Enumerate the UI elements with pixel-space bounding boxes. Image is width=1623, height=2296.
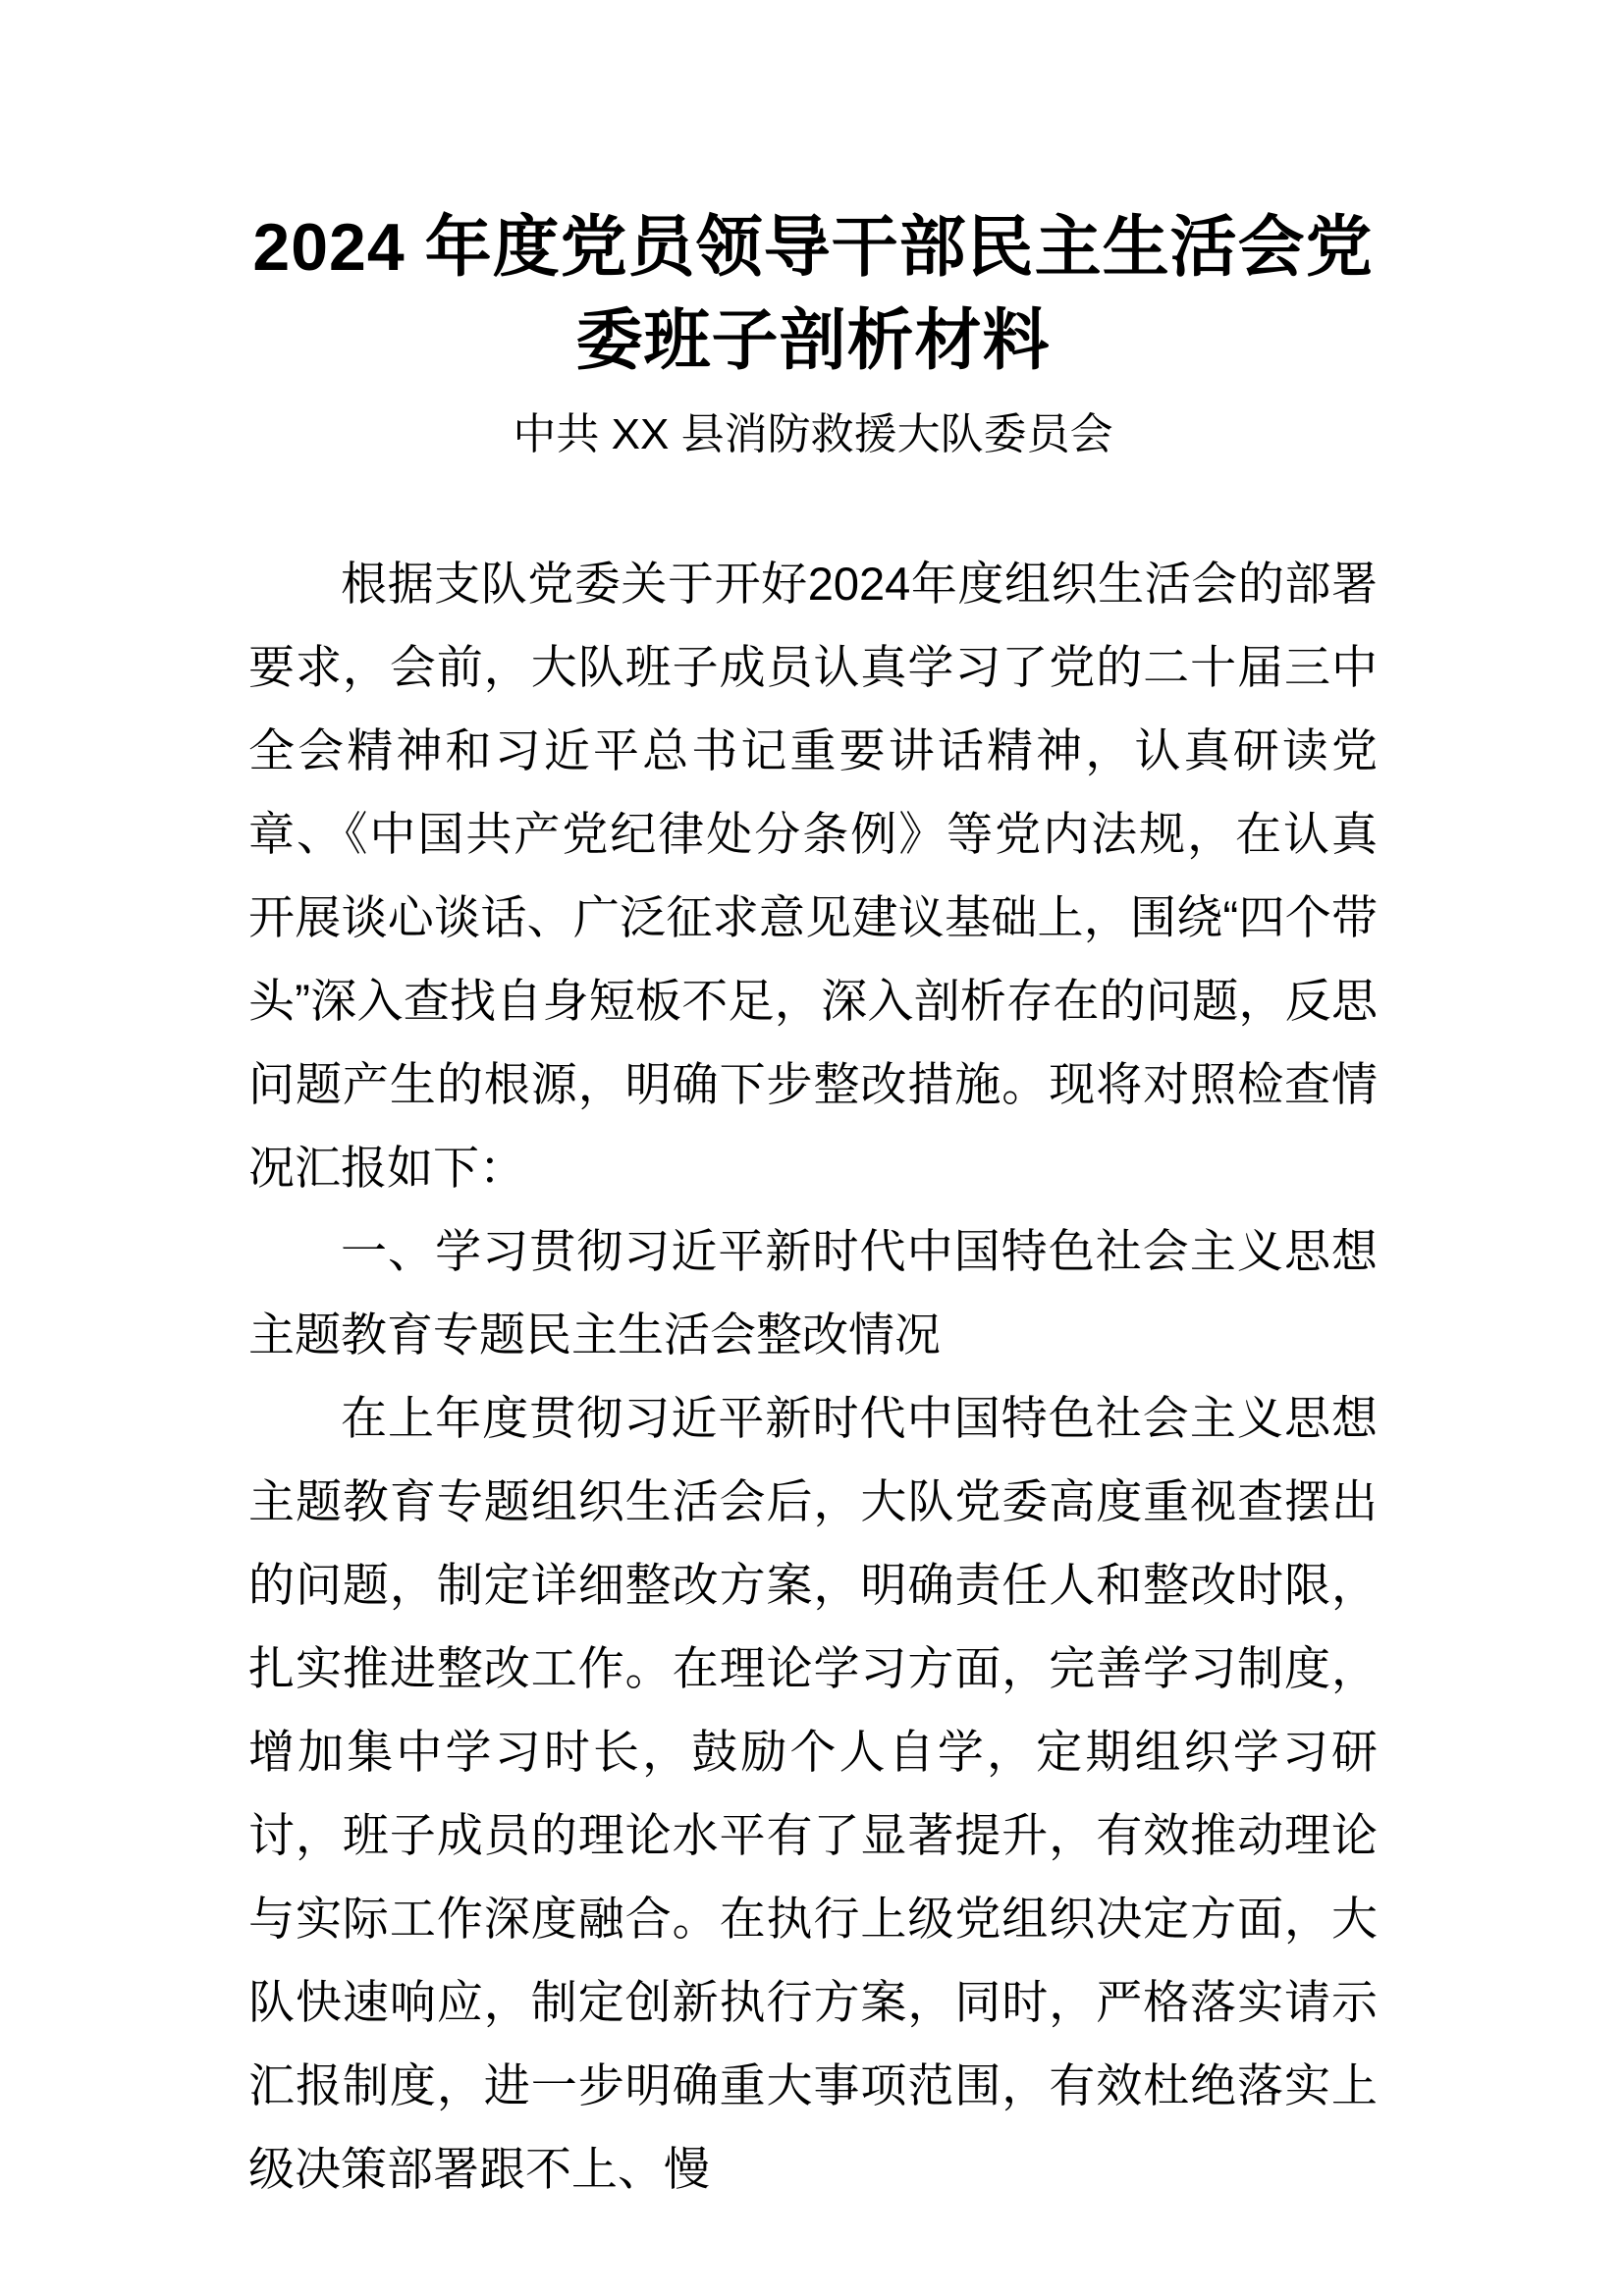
- section-heading-1: 一、学习贯彻习近平新时代中国特色社会主义思想主题教育专题民主生活会整改情况: [248, 1225, 1378, 1361]
- document-title: 2024 年度党员领导干部民主生活会党委班子剖析材料: [252, 210, 1374, 378]
- document-author: 中共 XX 县消防救援大队委员会: [513, 410, 1113, 458]
- document-body: [248, 542, 1378, 2211]
- paragraph-section-1: 在上年度贯彻习近平新时代中国特色社会主义思想主题教育专题组织生活会后，大队党委高度重视查摆出的问题，制定详细整改方案，明确责任人和整改时限，扎实推进整改工作。在理论学习方面，完善学习制度，增加集中学习时长，鼓励个人自学，定期组织学习研讨，班子成员的理论水平有了显著提升，有效推动理论与实际工作深度融合。在执行上级党组织决定方面，大队快速响应，制定创新执行方案，同时，严格落实请示汇报制度，进一步明确重大事项范围，有效杜绝落实上级决策部署跟不上、慢: [248, 1392, 1378, 2195]
- paragraph-intro: 根据支队党委关于开好2024年度组织生活会的部署要求，会前，大队班子成员认真学习了党的二十届三中全会精神和习近平总书记重要讲话精神，认真研读党章、《中国共产党纪律处分条例》等党内法规，在认真开展谈心谈话、广泛征求意见建议基础上，围绕“四个带头”深入查找自身短板不足，深入剖析存在的问题，反思问题产生的根源，明确下步整改措施。现将对照检查情况汇报如下：: [248, 558, 1378, 1194]
